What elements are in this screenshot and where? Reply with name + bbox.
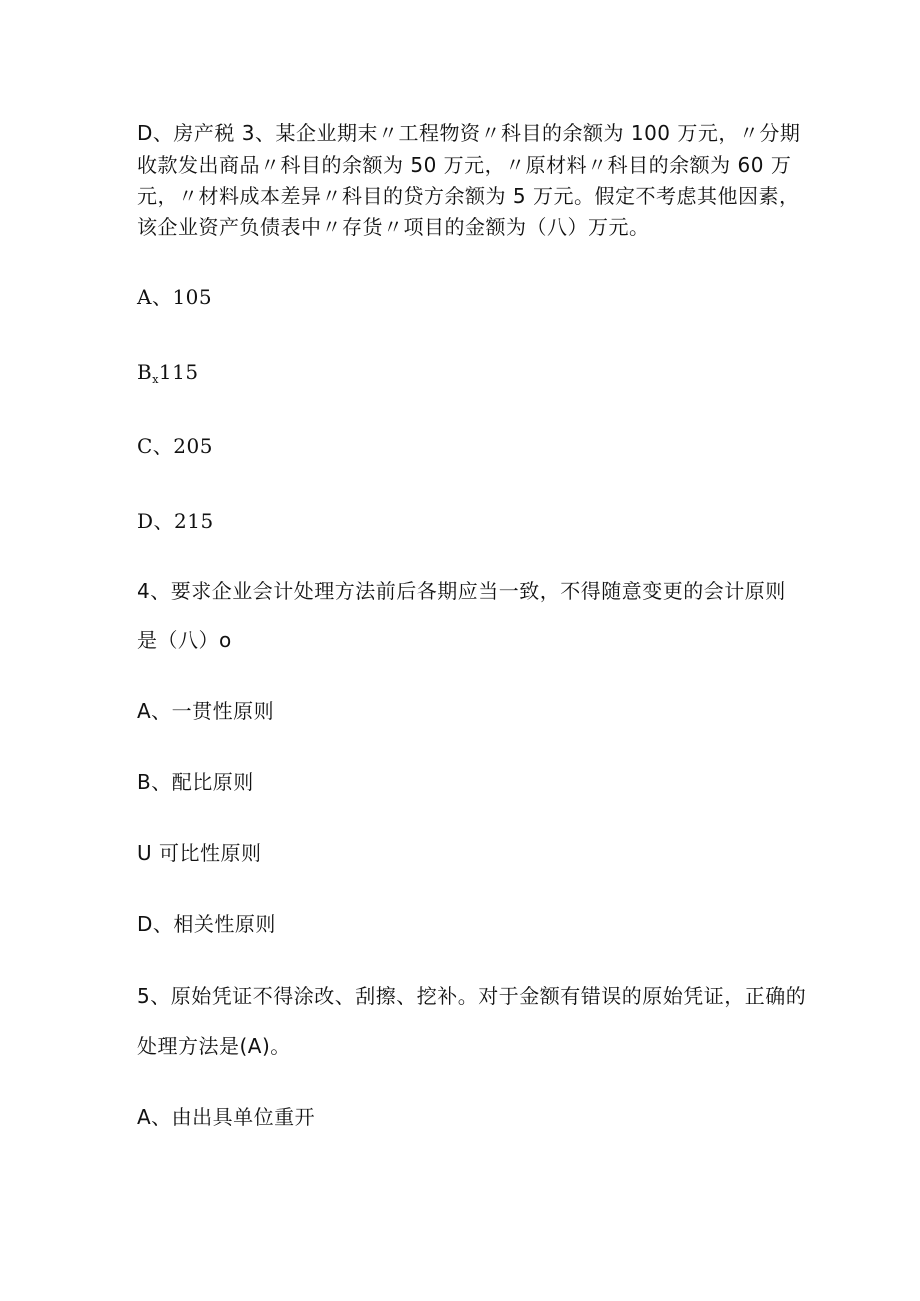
- q3-option-b: [137, 360, 199, 392]
- q3-option-b-value: 115: [158, 360, 199, 384]
- q5-line-1: 5、原始凭证不得涂改、刮擦、挖补。对于金额有错误的原始凭证，正确的: [137, 984, 807, 1008]
- q5-option-a: A、由出具单位重开: [137, 1105, 316, 1129]
- q3-line-4: 该企业资产负债表中〃存货〃项目的金额为（八）万元。: [137, 215, 650, 239]
- q4-option-d: D、相关性原则: [137, 912, 276, 936]
- q4-option-b: B、配比原则: [137, 770, 254, 794]
- q3-option-a: A、105: [137, 285, 213, 309]
- q4-line-2: 是（八）o: [137, 628, 232, 652]
- q5-line-2: 处理方法是(A)。: [137, 1034, 291, 1058]
- q3-line-3: 元，〃材料成本差异〃科目的贷方余额为 5 万元。假定不考虑其他因素，: [137, 184, 800, 208]
- q4-option-c: U 可比性原则: [137, 841, 262, 865]
- q3-option-b-letter: B: [137, 360, 153, 384]
- q3-option-b-mark: x: [152, 373, 159, 386]
- q3-option-c: C、205: [137, 434, 213, 458]
- q3-line-2: 收款发出商品〃科目的余额为 50 万元，〃原材料〃科目的余额为 60 万: [137, 153, 792, 177]
- q3-line-1: D、房产税 3、某企业期末〃工程物资〃科目的余额为 100 万元，〃分期: [137, 121, 801, 145]
- q4-line-1: 4、要求企业会计处理方法前后各期应当一致，不得随意变更的会计原则: [137, 579, 786, 603]
- q4-option-a: A、一贯性原则: [137, 699, 275, 723]
- q3-option-d: D、215: [137, 509, 214, 533]
